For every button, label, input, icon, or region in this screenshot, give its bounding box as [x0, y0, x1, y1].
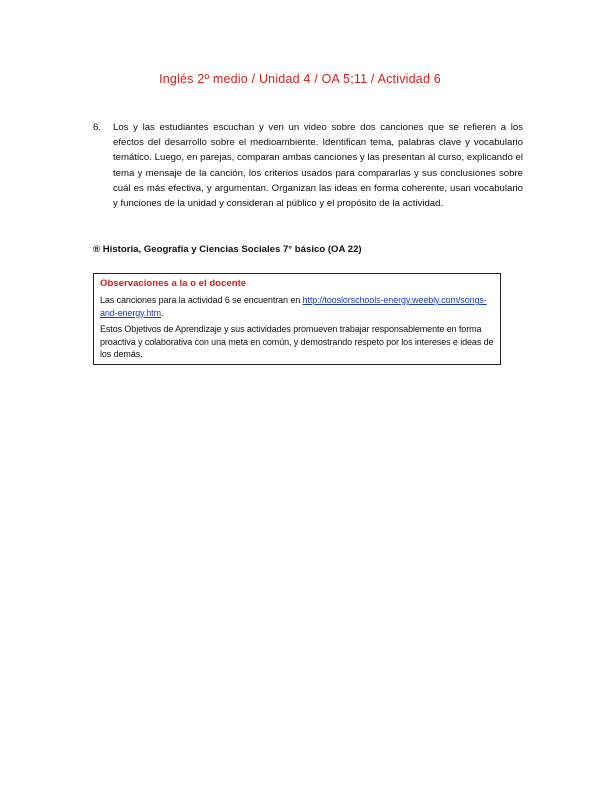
page-title: Inglés 2º medio / Unidad 4 / OA 5;11 / Actividad 6 — [159, 72, 441, 86]
teacher-notes-p1-prefix: Las canciones para la actividad 6 se encuentran en — [100, 295, 303, 305]
activity-item — [93, 120, 523, 211]
activity-description: Los y las estudiantes escuchan y ven un video sobre dos canciones que se refieren a los efectos del desarrollo sobre el medioambiente. Identifican tema, palabras clave y vocabulario temático. Luego, en parejas, comparan ambas canciones y las presentan al curso, explicando el tema y mensaje de la canción, los criterios usados para compararlas y sus conclusiones sobre cuál es más efectiva, y argumentan. Organizan las ideas en forma coherente, usan vocabulario y funciones de la unidad y consideran al público y el propósito de la actividad. — [113, 122, 523, 210]
teacher-notes-paragraph-1 — [100, 294, 494, 319]
teacher-notes-title: Observaciones a la o el docente — [100, 278, 247, 289]
activity-number: 6. — [93, 122, 102, 133]
songs-resource-link[interactable]: http://tooslorschools-energy.weebly.com/songs-and-energy.htm — [100, 295, 487, 318]
teacher-notes-p1-suffix: . — [160, 307, 164, 318]
teacher-notes-paragraph-2: Estos Objetivos de Aprendizaje y sus actividades promueven trabajar responsablemente en forma proactiva y colaborativa con una meta en común, y demostrando respeto por los intereses e ideas de los demás. — [100, 324, 494, 359]
cross-subject-reference: ® Historia, Geografía y Ciencias Sociales 7° básico (OA 22) — [93, 244, 362, 255]
teacher-notes-box — [93, 273, 501, 365]
